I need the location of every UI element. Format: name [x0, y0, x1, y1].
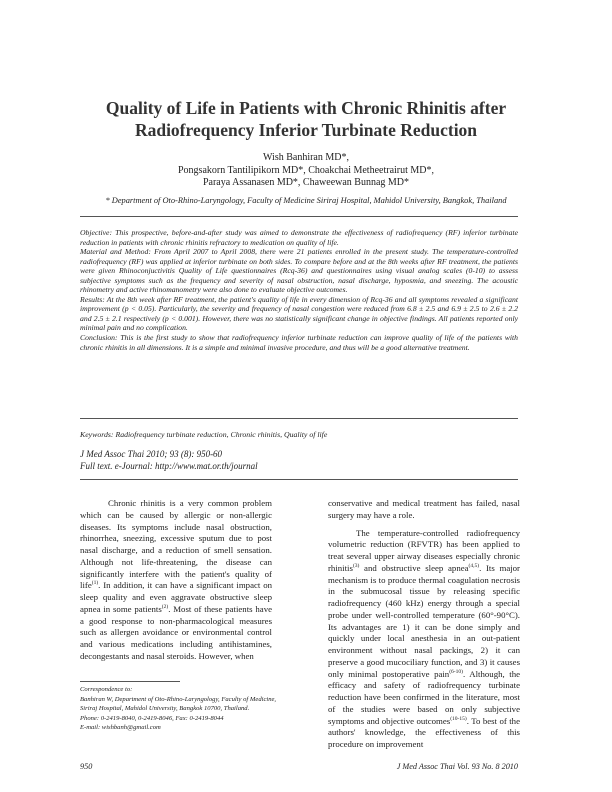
author-list: [60, 152, 552, 190]
footer-journal-ref: J Med Assoc Thai Vol. 93 No. 8 2010: [396, 762, 518, 771]
reference-4[interactable]: (4,5): [468, 562, 480, 569]
abstract-methods: Material and Method: From April 2007 to April 2008, there were 21 patients enrolled in the present study. The temperature-controlled radiofrequency (RF) was applied at inferior turbinate on both sides. To compare before and at the 8th weeks after RF treatment, the patients were given Rhinoconjuctivitis Quality of Life questionnaires (Rcq-36) and questionnaires using visual analog scales (0-10) to assess subjective symptoms such as the frequency and severity of nasal obstruction, nasal discharge, hyposmia, and sneezing. The acoustic rhinometry and active rhinomanometry were also done to evaluate objective outcomes.: [80, 247, 518, 295]
abstract-results: Results: At the 8th week after RF treatment, the patient's quality of life in every dimension of Rcq-36 and all symptoms revealed a significant improvement (p < 0.05). Particularly, the severity and frequency of nasal congestion were reduced from 6.8 ± 2.5 and 6.9 ± 2.5 to 2.6 ± 2.2 and 2.5 ± 2.1 respectively (p < 0.001). However, there was no statistically significant change in objective findings. All patients reported only minimal pain and no complication.: [80, 294, 518, 333]
reference-6[interactable]: (10-15): [450, 715, 467, 722]
abstract-conclusion: Conclusion: This is the first study to show that radiofrequency inferior turbinate reduction can improve quality of life of the patients with chronic rhinitis in all dimensions. It is a simple and minimal invasive procedure, and thus will be a good alternative treatment.: [80, 333, 518, 352]
intro-paragraph-1: [80, 498, 272, 663]
affiliation: * Department of Oto-Rhino-Laryngology, Faculty of Medicine Siriraj Hospital, Mahidol University, Bangkok, Thailand: [105, 196, 507, 205]
footnote-rule: [80, 681, 180, 682]
rf-text-c: . Its major mechanism is to produce thermal coagulation necrosis in the submucosal tissue by releasing specific radiofrequency (460 kHz) energy through a special probe under well-controlled temperature (60°-90°C). Its advantages are 1) it can be done simply and quickly under local anesthesia in an out-patient environment without nasal packings, 2) it can preserve a good mucociliary function, and 3) it causes only minimal postoperative pain: [328, 562, 520, 679]
intro-text-b: . In addition, it can have a significant impact on sleep quality and even aggravate obstructive sleep apnea in some patients: [80, 580, 272, 614]
footnote-phone: Phone: 0-2419-8040, 0-2419-8046, Fax: 0-2419-8044: [80, 714, 224, 722]
reference-1[interactable]: (1): [91, 580, 99, 587]
footnote-heading: Correspondence to:: [80, 686, 133, 693]
page-number: 950: [80, 762, 93, 771]
author-line-3: Paraya Assanasen MD*, Chaweewan Bunnag MD*: [202, 177, 410, 188]
footnote-email[interactable]: E-mail: wishbanh@gmail.com: [80, 724, 161, 732]
rf-text-e: . To best of the authors' knowledge, the effectiveness of this procedure on improvement: [328, 715, 520, 749]
reference-3[interactable]: (3): [352, 562, 360, 569]
right-paragraph-1: conservative and medical treatment has failed, nasal surgery may have a role.: [328, 498, 520, 520]
author-line-1: Wish Banhiran MD*,: [263, 152, 349, 163]
body-top-rule: [80, 479, 518, 480]
abstract-top-rule: [80, 216, 518, 217]
ejournal-link[interactable]: Full text. e-Journal: http://www.mat.or.th/journal: [80, 460, 258, 471]
reference-2[interactable]: (2): [161, 603, 169, 610]
author-line-2: Pongsakorn Tantilipikorn MD*, Choakchai Metheetrairut MD*,: [177, 164, 435, 176]
right-column: [328, 498, 520, 751]
right-paragraph-2: [328, 528, 520, 751]
article-title-line-1: Quality of Life in Patients with Chronic Rhinitis after: [105, 98, 507, 118]
rf-text-b: and obstructive sleep apnea: [359, 562, 469, 573]
article-title: [60, 97, 552, 141]
rf-text-a: The temperature-controlled radiofrequency volumetric reduction (RFVTR) has been applied to treat several upper airway diseases especially chronic rhinitis: [328, 527, 520, 573]
citation-line: J Med Assoc Thai 2010; 93 (8): 950-60: [80, 449, 223, 459]
abstract-objective: Objective: This prospective, before-and-after study was aimed to demonstrate the effectiveness of radiofrequency (RF) inferior turbinate reduction in patients with chronic rhinitis refractory to medication on quality of life.: [80, 228, 518, 247]
abstract-bottom-rule: [80, 418, 518, 419]
rf-text-d: . Although, the efficacy and safety of radiofrequency turbinate reduction have been confirmed in the literature, most of the studies were based on only subjective symptoms and objective outcomes: [328, 668, 521, 726]
intro-text-a: Chronic rhinitis is a very common problem which can be caused by allergic or non-allergic diseases. Its symptoms include nasal obstruction, rhinorrhea, sneezing, excessive sputum due to post nasal discharge, and a reduction of smell sensation. Although not life-threatening, the disease can significantly interfere with the patient's quality of life: [80, 498, 272, 591]
citation: [80, 449, 518, 472]
correspondence-footnote: [80, 685, 280, 733]
left-column: [80, 498, 272, 663]
abstract: [80, 228, 518, 352]
intro-text-c: . Most of these patients have a good response to non-pharmacological measures such as allergen avoidance or environmental control and various medications including antihistamines, decongestants and nasal steroids. However, when: [80, 603, 273, 661]
keywords: Keywords: Radiofrequency turbinate reduction, Chronic rhinitis, Quality of life: [80, 430, 328, 439]
article-title-line-2: Radiofrequency Inferior Turbinate Reduction: [134, 120, 478, 140]
reference-5[interactable]: (6-10): [449, 668, 463, 675]
footnote-address: Banhiran W, Department of Oto-Rhino-Laryngology, Faculty of Medicine, Siriraj Hospital, Mahidol University, Bangkok 10700, Thailand.: [80, 695, 277, 713]
